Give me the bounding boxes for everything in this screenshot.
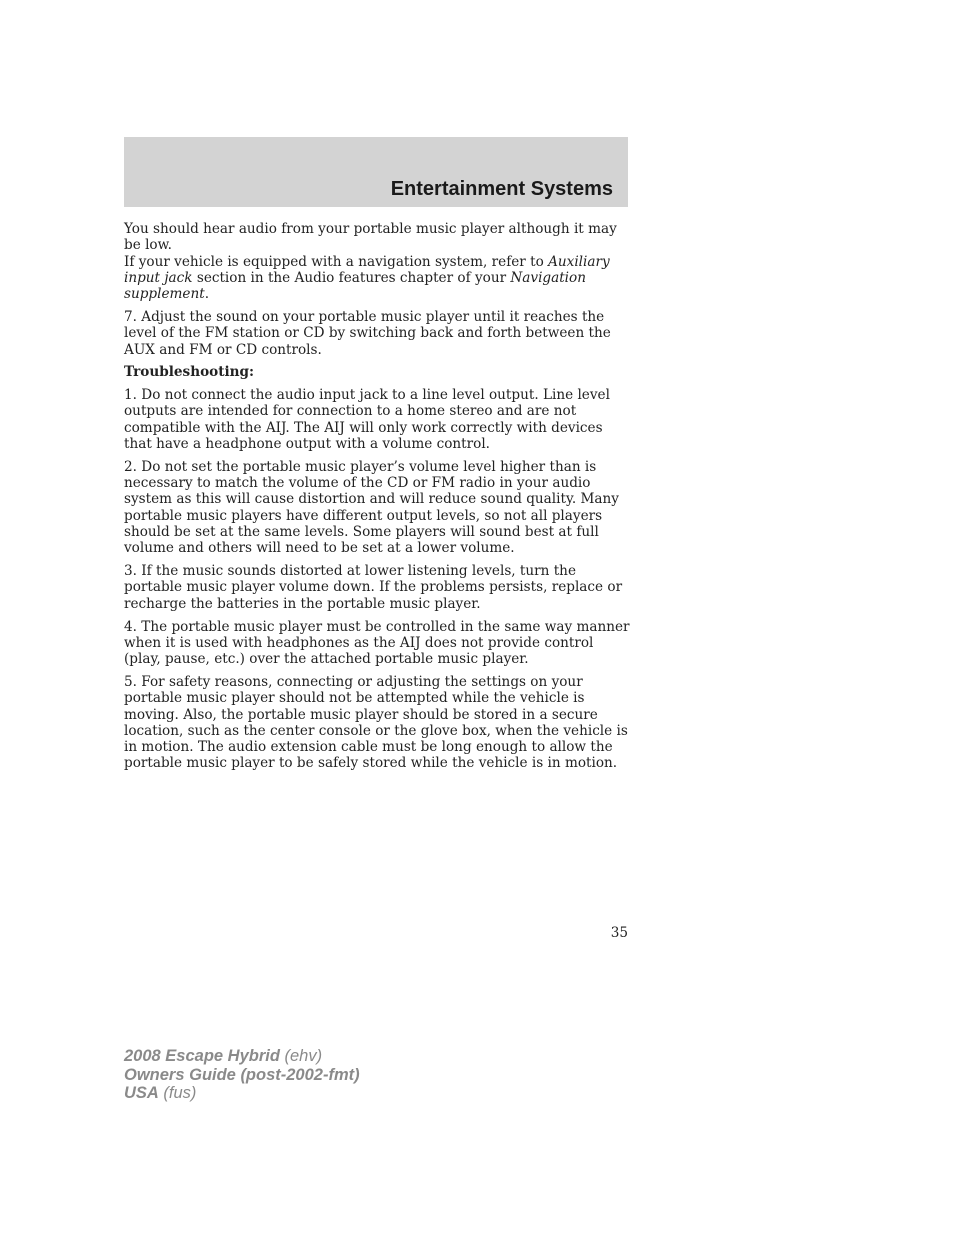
paragraph-navigation-reference bbox=[124, 254, 630, 303]
troubleshooting-heading bbox=[124, 364, 630, 380]
footer-guide-name: Owners Guide (post-2002-fmt) bbox=[124, 1065, 360, 1084]
step-7: 7. Adjust the sound on your portable music player until it reaches the level of the FM station or CD by switching back and forth between the AUX and FM or CD controls. bbox=[124, 308, 611, 358]
document-footer bbox=[124, 1047, 360, 1103]
footer-model-code: (ehv) bbox=[279, 1047, 323, 1065]
troubleshooting-item-5: 5. For safety reasons, connecting or adjusting the settings on your portable music player should not be attempted while the vehicle is moving. Also, the portable music player should be stored in a secure location, such as the center console or the glove box, when the vehicle is in motion. The audio extension cable must be long enough to allow the portable music player to be safely stored while the vehicle is in motion. bbox=[124, 673, 628, 772]
footer-line-market bbox=[124, 1084, 360, 1103]
troubleshooting-heading-text: Troubleshooting: bbox=[124, 364, 255, 381]
body-text bbox=[124, 221, 630, 778]
troubleshooting-item-1: 1. Do not connect the audio input jack to a line level output. Line level outputs are intended for connection to a home stereo and are not compatible with the AIJ. The AIJ will only work correctly with devices that have a headphone output with a volume control. bbox=[124, 387, 610, 453]
troubleshooting-item-3: 3. If the music sounds distorted at lower listening levels, turn the portable music player volume down. If the problems persists, replace or recharge the batteries in the portable music player. bbox=[124, 563, 623, 612]
footer-market-code: (fus) bbox=[158, 1084, 197, 1102]
page-number: 35 bbox=[610, 925, 628, 941]
footer-line-model bbox=[124, 1047, 360, 1066]
navigation-supplement-reference: Navigation supplement bbox=[124, 269, 586, 303]
navigation-reference-middle: section in the Audio features chapter of your bbox=[192, 269, 511, 286]
navigation-reference-suffix: . bbox=[204, 286, 210, 303]
auxiliary-input-jack-reference: Auxiliary input jack bbox=[124, 253, 610, 286]
navigation-reference-prefix: If your vehicle is equipped with a navigation system, refer to bbox=[124, 253, 549, 270]
footer-market-name: USA bbox=[124, 1084, 159, 1102]
troubleshooting-item-2: 2. Do not set the portable music player’s volume level higher than is necessary to match the volume of the CD or FM radio in your audio system as this will cause distortion and will reduce sound quality. Many portable music players have different output levels, so not all players should be set at the same levels. Some players will sound best at full volume and others will need to be set at a lower volume. bbox=[124, 458, 619, 557]
troubleshooting-item-4: 4. The portable music player must be controlled in the same way manner when it is used with headphones as the AIJ does not provide control (play, pause, etc.) over the attached portable music player. bbox=[124, 618, 630, 668]
section-title: Entertainment Systems bbox=[390, 178, 613, 200]
section-header-band bbox=[124, 137, 628, 207]
footer-model-name: 2008 Escape Hybrid bbox=[124, 1047, 280, 1065]
footer-line-guide bbox=[124, 1066, 360, 1085]
paragraph-audio-low: You should hear audio from your portable music player although it may be low. bbox=[124, 221, 617, 254]
